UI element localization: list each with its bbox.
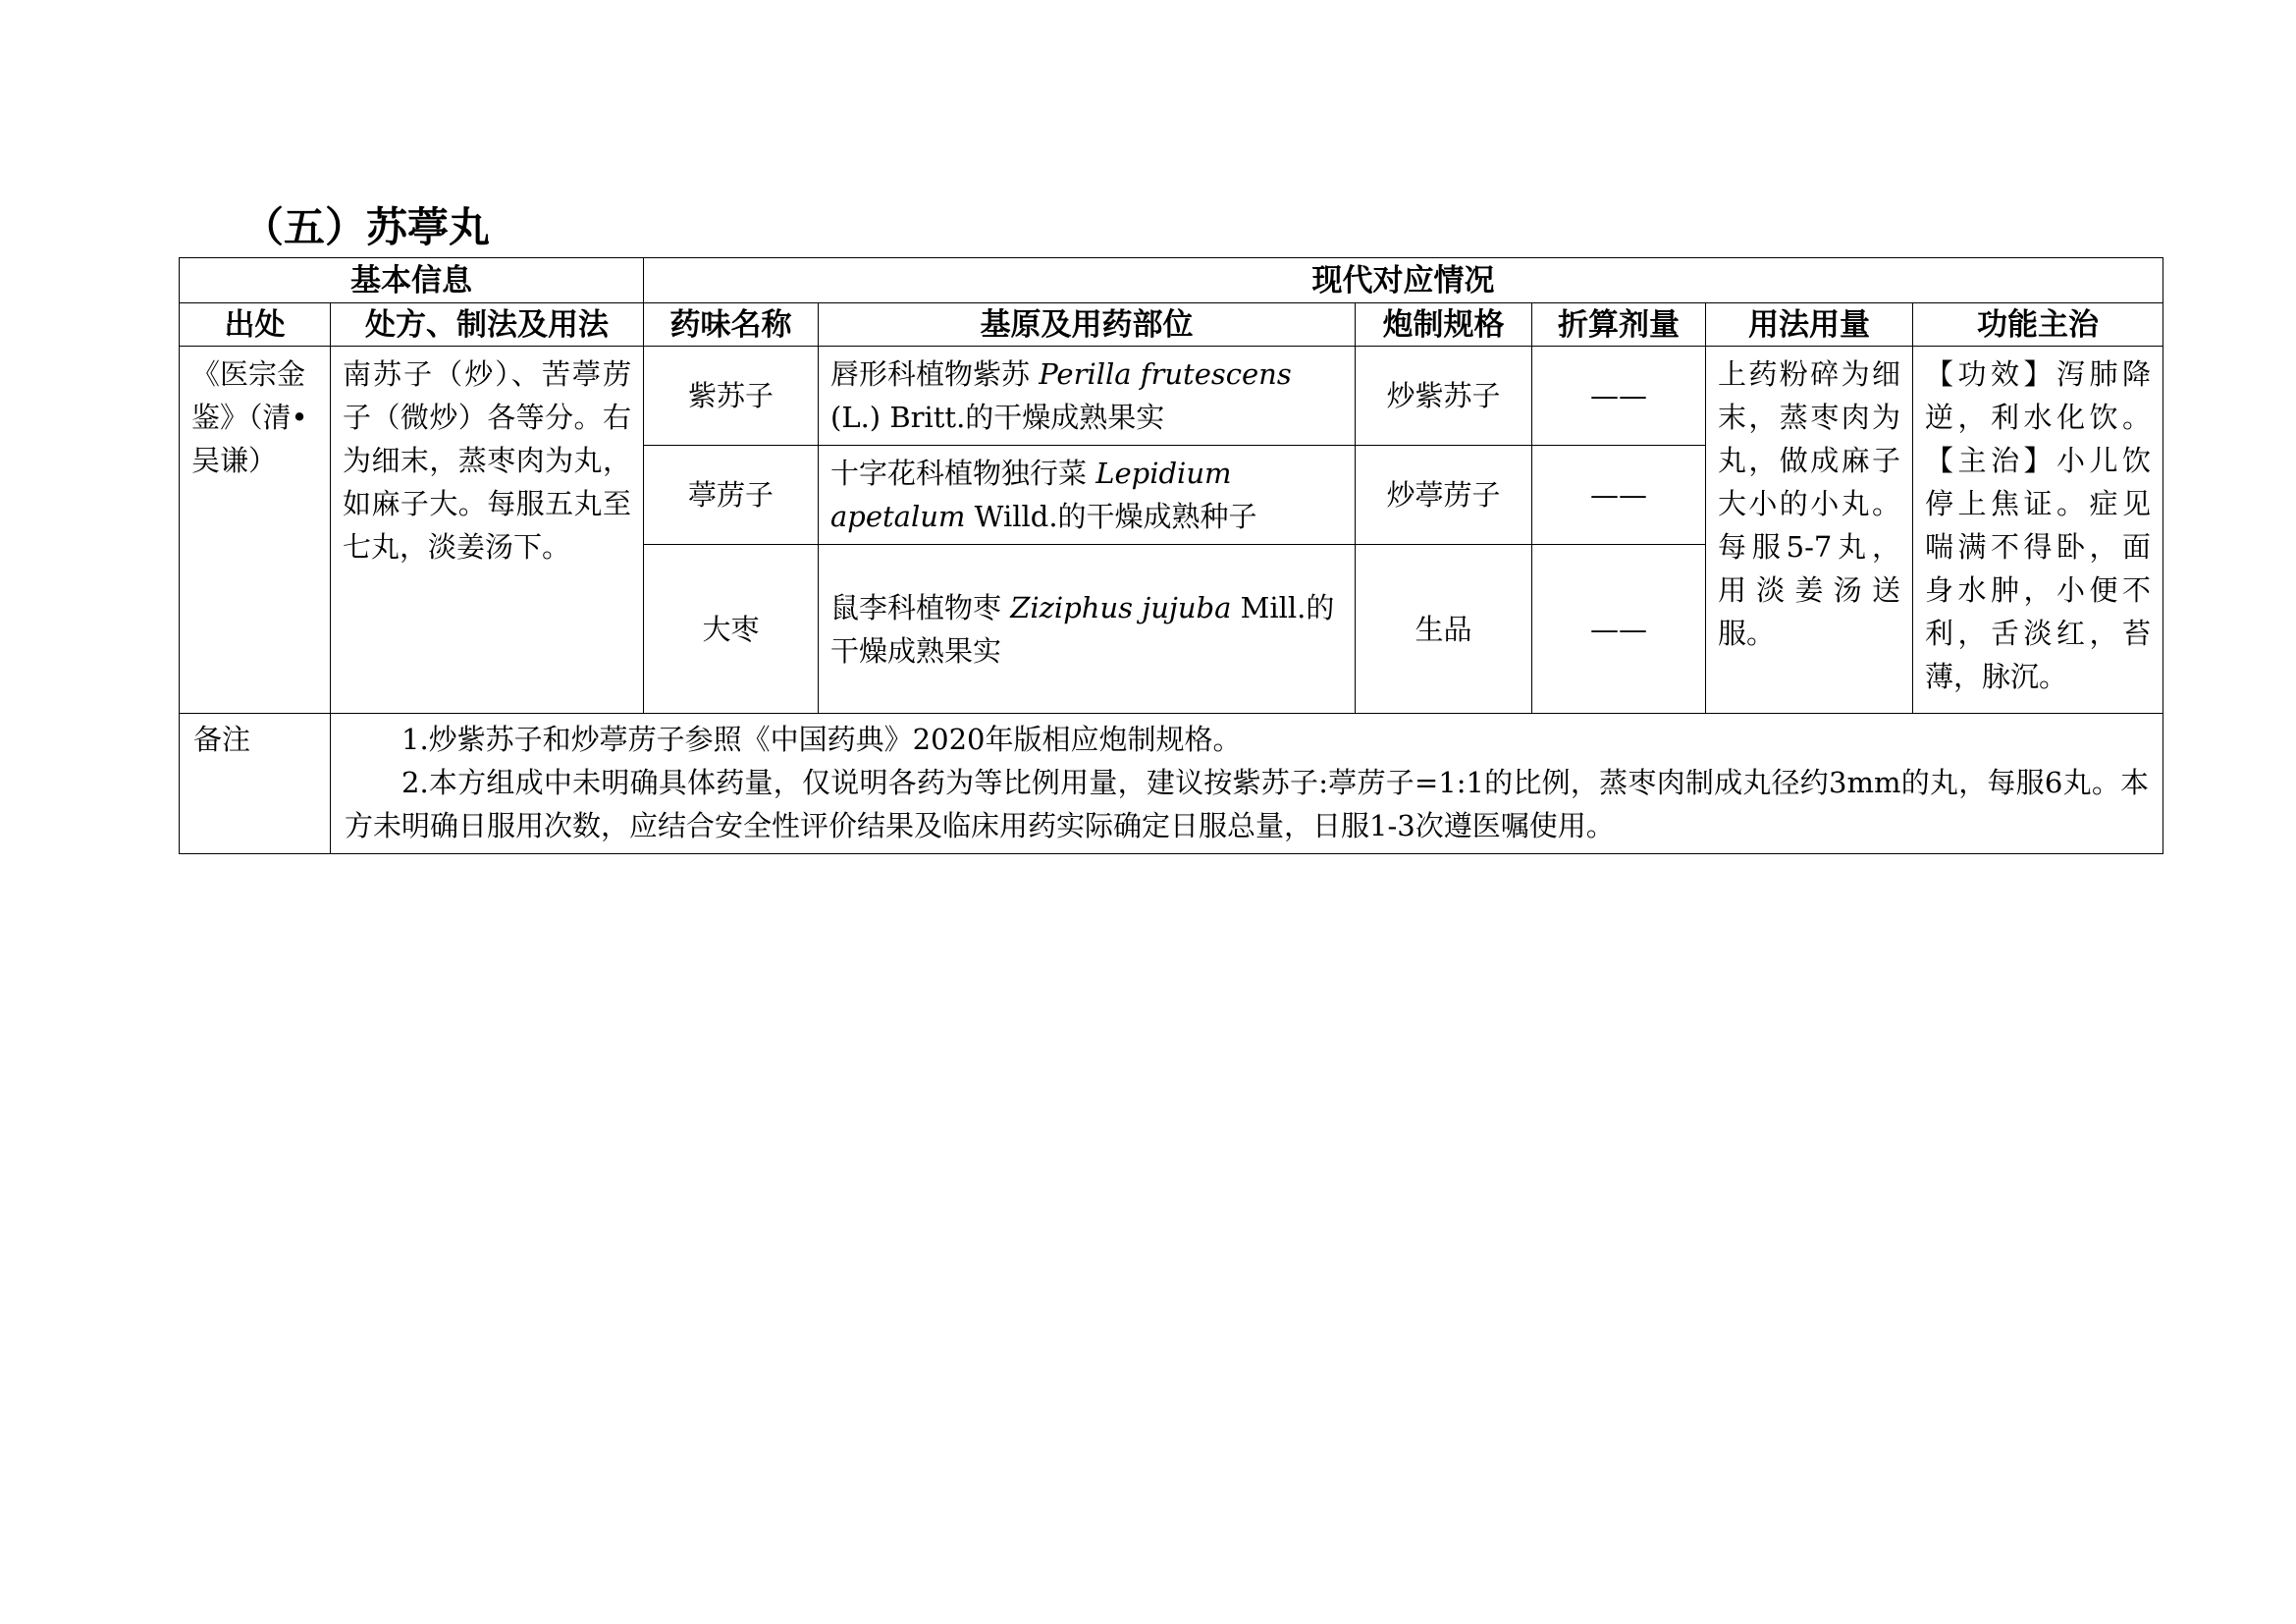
herb-processing: 生品	[1356, 545, 1532, 714]
herb-processing: 炒紫苏子	[1356, 347, 1532, 446]
usage-cell: 上药粉碎为细末，蒸枣肉为丸，做成麻子大小的小丸。每服5-7丸，用淡姜汤送服。	[1706, 347, 1913, 714]
formula-table	[179, 257, 2163, 854]
herb-origin	[819, 347, 1356, 446]
origin-suffix: Willd.的干燥成熟种子	[965, 500, 1257, 533]
herb-name: 紫苏子	[644, 347, 819, 446]
col-header-processing: 炮制规格	[1356, 303, 1532, 347]
origin-suffix: Mill.的干燥成熟果实	[830, 590, 1335, 668]
origin-prefix: 十字花科植物独行菜	[830, 457, 1096, 490]
herb-name: 大枣	[644, 545, 819, 714]
function-cell: 【功效】泻肺降逆，利水化饮。【主治】小儿饮停上焦证。症见喘满不得卧，面身水肿，小便不利，舌淡红，苔薄，脉沉。	[1913, 347, 2163, 714]
herb-dose: ——	[1532, 545, 1706, 714]
header-basic-info: 基本信息	[180, 258, 644, 303]
prescription-cell: 南苏子（炒）、苦葶苈子（微炒）各等分。右为细末，蒸枣肉为丸，如麻子大。每服五丸至七丸，淡姜汤下。	[331, 347, 644, 714]
header-modern: 现代对应情况	[644, 258, 2163, 303]
note-item: 1.炒紫苏子和炒葶苈子参照《中国药典》2020年版相应炮制规格。	[401, 723, 1242, 756]
note-item: 2.本方组成中未明确具体药量，仅说明各药为等比例用量，建议按紫苏子:葶苈子=1:1的比例，蒸枣肉制成丸径约3mm的丸，每服6丸。本方未明确日服用次数，应结合安全性评价结果及临床用药实际确定日服总量，日服1-3次遵医嘱使用。	[345, 766, 2150, 842]
latin-name: Perilla frutescens	[1039, 357, 1292, 391]
herb-dose: ——	[1532, 446, 1706, 545]
header-row-groups	[180, 258, 2163, 303]
herb-origin	[819, 545, 1356, 714]
notes-content	[331, 714, 2163, 854]
col-header-herb-name: 药味名称	[644, 303, 819, 347]
table-row	[180, 347, 2163, 446]
latin-name: Ziziphus jujuba	[1010, 590, 1232, 624]
source-cell: 《医宗金鉴》（清•吴谦）	[180, 347, 331, 714]
herb-dose: ——	[1532, 347, 1706, 446]
herb-processing: 炒葶苈子	[1356, 446, 1532, 545]
col-header-usage: 用法用量	[1706, 303, 1913, 347]
herb-origin	[819, 446, 1356, 545]
header-row-columns	[180, 303, 2163, 347]
origin-prefix: 鼠李科植物枣	[830, 590, 1011, 624]
origin-prefix: 唇形科植物紫苏	[830, 357, 1040, 391]
page-title: （五）苏葶丸	[242, 203, 491, 251]
latin-name: Lepidium apetalum	[830, 457, 1232, 533]
col-header-origin: 基原及用药部位	[819, 303, 1356, 347]
col-header-dose: 折算剂量	[1532, 303, 1706, 347]
col-header-prescription: 处方、制法及用法	[331, 303, 644, 347]
herb-name: 葶苈子	[644, 446, 819, 545]
col-header-source: 出处	[180, 303, 331, 347]
origin-suffix: (L.) Britt.的干燥成熟果实	[830, 401, 1165, 434]
col-header-function: 功能主治	[1913, 303, 2163, 347]
notes-label: 备注	[180, 714, 331, 854]
notes-row	[180, 714, 2163, 854]
